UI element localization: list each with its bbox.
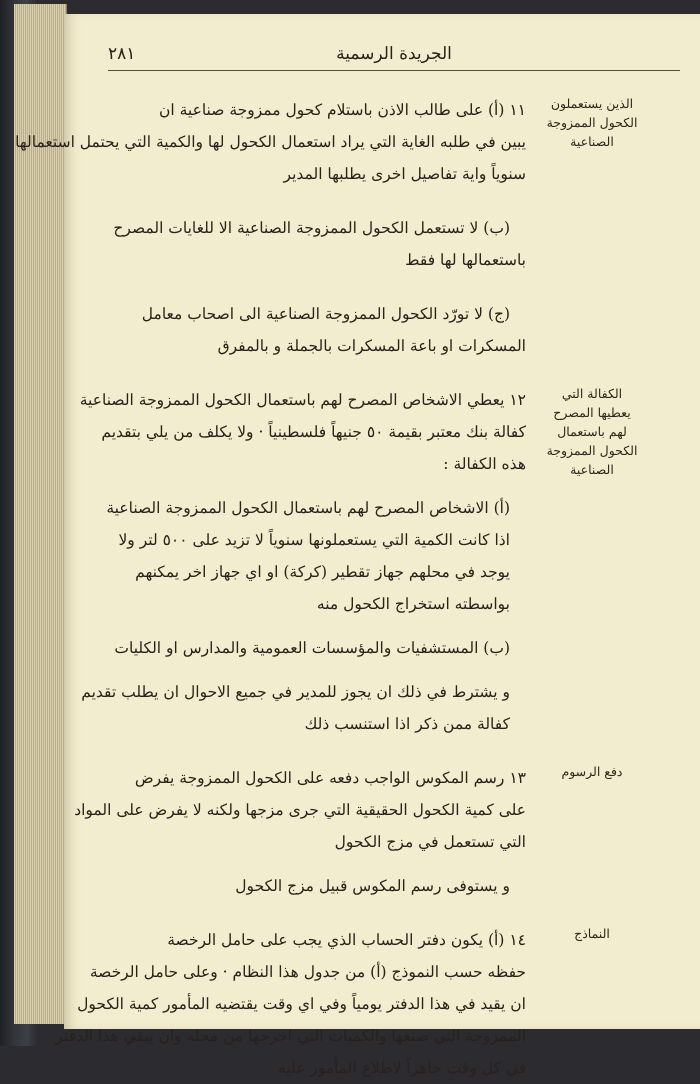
paragraph xyxy=(98,492,632,620)
text-line: يبين في طلبه الغاية التي يراد استعمال الكحول لها والكمية التي يحتمل استعمالها xyxy=(15,133,526,151)
paragraph xyxy=(98,632,632,664)
text-line: و يستوفى رسم المكوس قبيل مزج الكحول xyxy=(235,877,510,895)
text-line: ١٣ رسم المكوس الواجب دفعه على الكحول الممزوجة يفرض xyxy=(134,769,526,787)
text-line: يوجد في محلهم جهاز تقطير (كركة) او اي جهاز اخر يمكنهم xyxy=(135,563,510,581)
margin-note: دفع الرسوم xyxy=(561,764,623,779)
margin-note: الكفالة التي يعطيها المصرح لهم باستعمال الكحول الممزوجة الصناعية xyxy=(546,386,638,477)
text-line: (ب) المستشفيات والمؤسسات العمومية والمدارس او الكليات xyxy=(114,639,510,657)
text-line: الممزوجة التي صنعها والكميات التي اخرجها من محله وان يبقي هذا الدفتر xyxy=(55,1027,526,1045)
section-14 xyxy=(55,924,632,1084)
paragraph xyxy=(55,924,632,1084)
text-line: ١١ (أ) على طالب الاذن باستلام كحول ممزوجة صناعية ان xyxy=(158,101,526,119)
paragraph xyxy=(98,212,632,276)
running-title: الجريدة الرسمية xyxy=(336,44,452,64)
text-line: كفالة بنك معتبر بقيمة ٥٠ جنيهاً فلسطينياً · ولا يكلف من يلي بتقديم xyxy=(101,423,526,441)
text-line: ١٤ (أ) يكون دفتر الحساب الذي يجب على حامل الرخصة xyxy=(167,931,526,949)
page-header xyxy=(108,44,680,71)
document-page xyxy=(15,14,700,1077)
text-line: على كمية الكحول الحقيقية التي جرى مزجها ولكنه لا يفرض على المواد xyxy=(74,801,526,819)
paragraph xyxy=(98,298,632,362)
section-13 xyxy=(74,762,632,902)
margin-note: الذين يستعملون الكحول الممزوجة الصناعية xyxy=(546,96,638,149)
text-line: سنوياً واية تفاصيل اخرى يطلبها المدير xyxy=(283,165,526,183)
text-line: (ج) لا تورّد الكحول الممزوجة الصناعية الى اصحاب معامل xyxy=(141,305,510,323)
page-body xyxy=(15,94,638,1084)
text-line: ان يقيد في هذا الدفتر يومياً وفي اي وقت يقتضيه المأمور كمية الكحول xyxy=(77,995,526,1013)
text-line: بواسطته استخراج الكحول منه xyxy=(316,595,510,613)
margin-note: النماذج xyxy=(574,926,610,941)
text-line: و يشترط في ذلك ان يجوز للمدير في جميع الاحوال ان يطلب تقديم xyxy=(81,683,510,701)
text-line: (أ) الاشخاص المصرح لهم باستعمال الكحول الممزوجة الصناعية xyxy=(106,499,510,517)
paragraph xyxy=(81,676,632,740)
paragraph xyxy=(98,870,632,902)
text-line: في كل وقت جاهزاً لاطلاع المأمور عليه xyxy=(277,1059,526,1077)
text-line: باستعمالها لها فقط xyxy=(405,251,526,269)
text-line: ١٢ يعطي الاشخاص المصرح لهم باستعمال الكحول الممزوجة الصناعية xyxy=(79,391,526,409)
text-line: (ب) لا تستعمل الكحول الممزوجة الصناعية الا للغايات المصرح xyxy=(113,219,510,237)
text-line: المسكرات او باعة المسكرات بالجملة و بالمفرق xyxy=(217,337,526,355)
text-line: اذا كانت الكمية التي يستعملونها سنوياً لا تزيد على ٥٠٠ لتر ولا xyxy=(118,531,510,549)
section-12 xyxy=(79,384,638,740)
page-number: ٢٨١ xyxy=(108,44,136,64)
text-line: كفالة ممن ذكر اذا استنسب ذلك xyxy=(304,715,510,733)
section-11 xyxy=(15,94,638,362)
text-line: حفظه حسب النموذج (أ) من جدول هذا النظام · وعلى حامل الرخصة xyxy=(89,963,526,981)
text-line: هذه الكفالة : xyxy=(443,455,526,473)
text-line: التي تستعمل في مزج الكحول xyxy=(334,833,526,851)
